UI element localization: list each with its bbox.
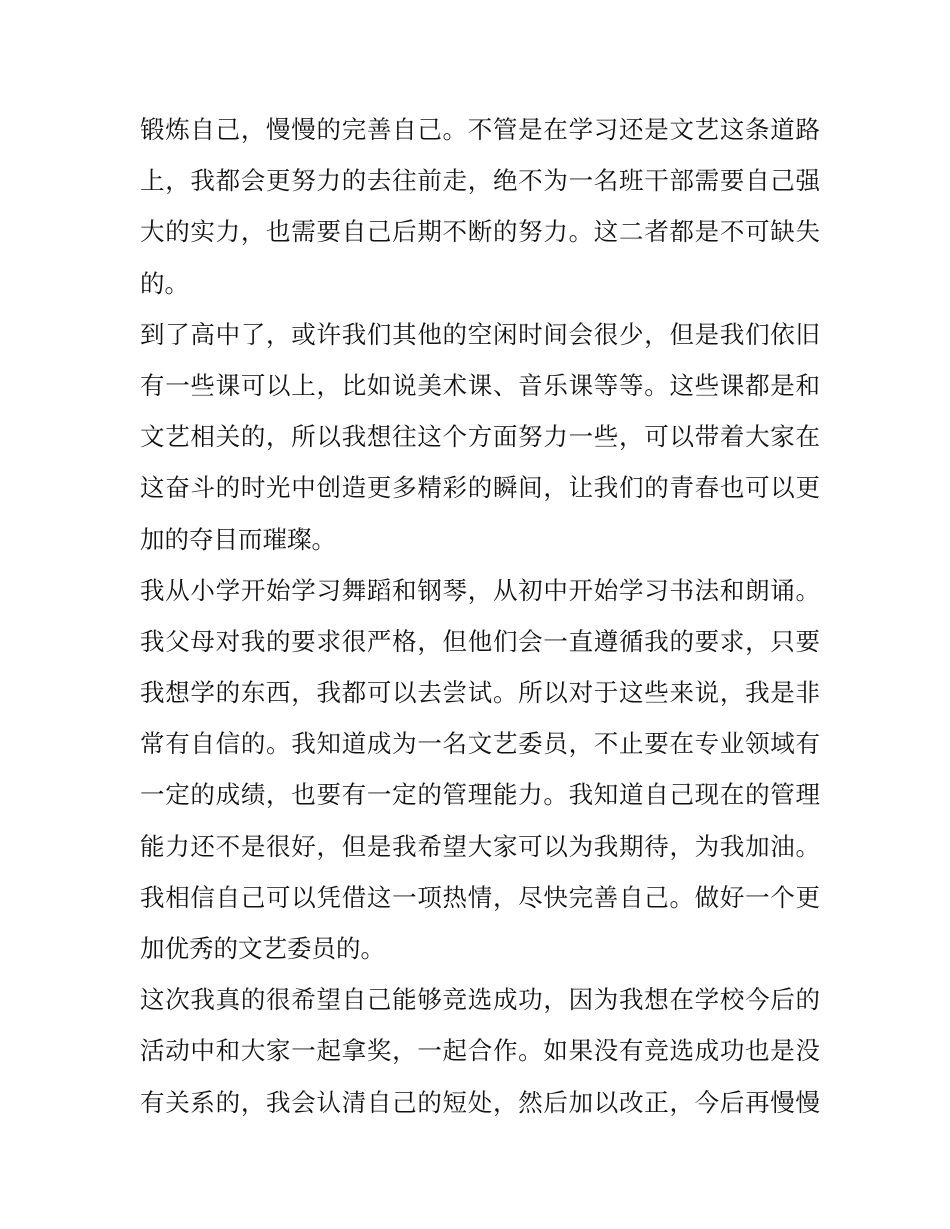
text-line: 常有自信的。我知道成为一名文艺委员，不止要在专业领域有: [140, 729, 820, 759]
text-line: 锻炼自己，慢慢的完善自己。不管是在学习还是文艺这条道路: [140, 115, 820, 144]
text-line: 到了高中了，或许我们其他的空闲时间会很少，但是我们依旧: [140, 319, 820, 349]
text-line: 的。: [140, 268, 189, 298]
text-line: 活动中和大家一起拿奖，一起合作。如果没有竞选成功也是没: [140, 1036, 820, 1066]
text-line: 这奋斗的时光中创造更多精彩的瞬间，让我们的青春也可以更: [140, 473, 820, 503]
text-line: 我相信自己可以凭借这一项热情，尽快完善自己。做好一个更: [140, 882, 820, 912]
text-line: 有关系的，我会认清自己的短处，然后加以改正，今后再慢慢: [140, 1087, 820, 1117]
text-line: 文艺相关的，所以我想往这个方面努力一些，可以带着大家在: [140, 422, 820, 452]
text-line: 我从小学开始学习舞蹈和钢琴，从初中开始学习书法和朗诵。: [140, 575, 820, 605]
text-line: 加的夺目而璀璨。: [140, 524, 336, 554]
text-line: 有一些课可以上，比如说美术课、音乐课等等。这些课都是和: [140, 370, 820, 400]
body-text: [140, 104, 820, 1128]
text-line: 大的实力，也需要自己后期不断的努力。这二者都是不可缺失: [140, 217, 820, 247]
text-line: 我父母对我的要求很严格，但他们会一直遵循我的要求，只要: [140, 626, 820, 656]
text-line: 能力还不是很好，但是我希望大家可以为我期待，为我加油。: [140, 831, 820, 861]
text-line: 这次我真的很希望自己能够竞选成功，因为我想在学校今后的: [140, 985, 820, 1015]
text-line: 加优秀的文艺委员的。: [140, 934, 385, 963]
text-line: 我想学的东西，我都可以去尝试。所以对于这些来说，我是非: [140, 678, 820, 708]
text-line: 上，我都会更努力的去往前走，绝不为一名班干部需要自己强: [140, 166, 820, 196]
text-line: 一定的成绩，也要有一定的管理能力。我知道自己现在的管理: [140, 780, 820, 810]
